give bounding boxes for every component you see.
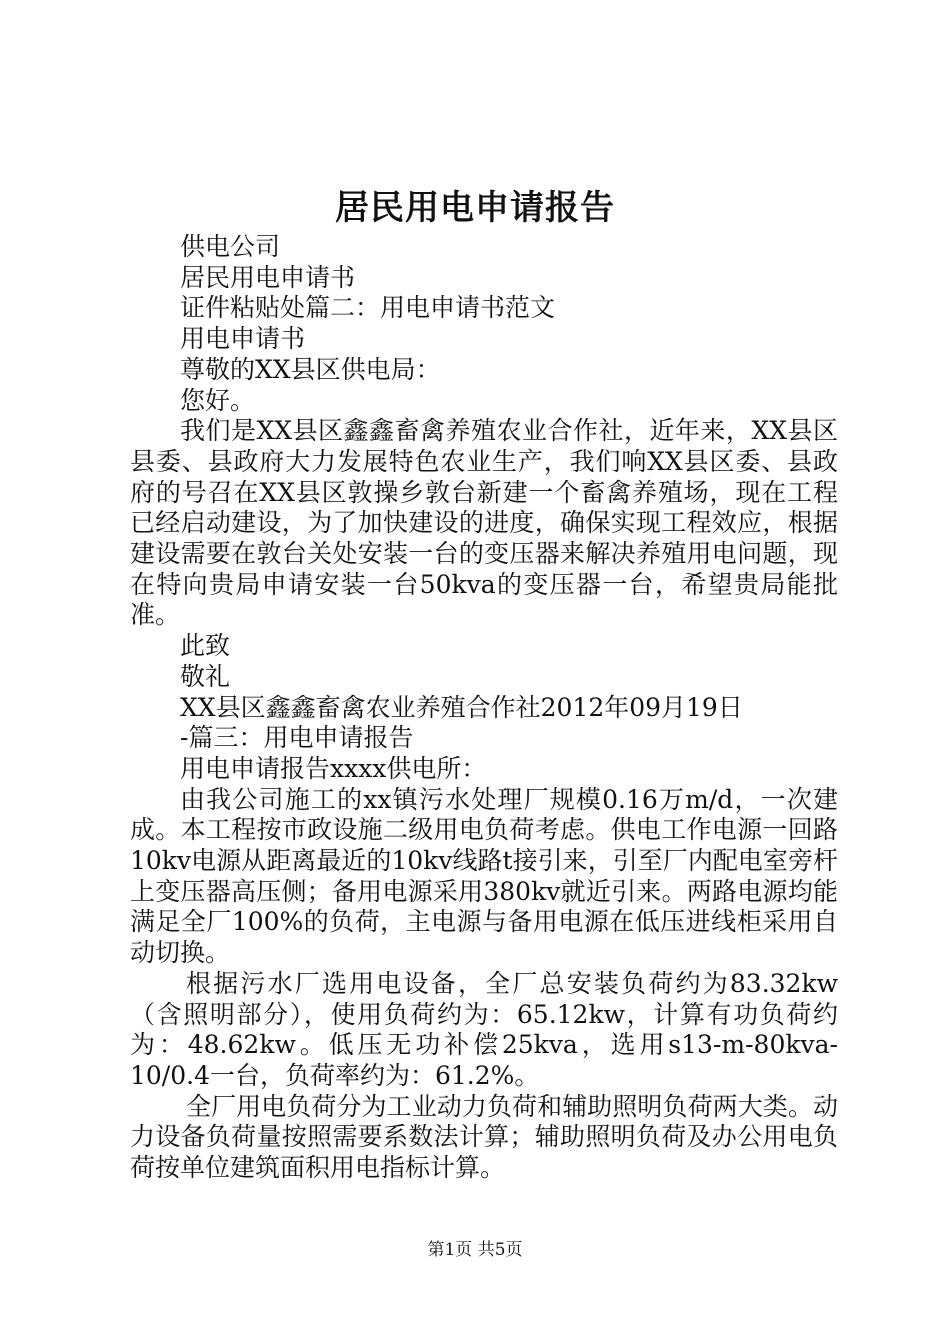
signature-line: XX县区鑫鑫畜禽农业养殖合作社2012年09月19日 xyxy=(180,692,743,722)
closing-line: 敬礼 xyxy=(180,661,231,691)
document-body xyxy=(130,232,838,1184)
paragraph-application: 我们是XX县区鑫鑫畜禽养殖农业合作社，近年来，XX县区县委、县政府大力发展特色农业生产，我们响XX县区委、县政府的号召在XX县区敦操乡敦台新建一个畜禽养殖场，现在工程已经启动建设，为了加快建设的进度，确保实现工程效应，根据建设需要在敦台关处安装一台的变压器来解决养殖用电问题，现在特向贵局申请安装一台50kva的变压器一台，希望贵局能批准。 xyxy=(130,416,838,630)
page-footer: 第1页 共5页 xyxy=(427,1240,523,1260)
text-line: 您好。 xyxy=(180,385,256,415)
paragraph-load-calculation: 根据污水厂选用电设备，全厂总安装负荷约为83.32kw（含照明部分），使用负荷约为：65.12kw，计算有功负荷约为：48.62kw。低压无功补偿25kva，选用s13-m-80kva-10/0.4一台，负荷率约为：61.2%。 xyxy=(130,968,838,1090)
text-line: 尊敬的XX县区供电局： xyxy=(180,354,441,384)
text-line: 居民用电申请书 xyxy=(180,262,356,292)
text-line: 用电申请书 xyxy=(180,324,306,354)
paragraph-load-classification: 全厂用电负荷分为工业动力负荷和辅助照明负荷两大类。动力设备负荷量按照需要系数法计算；辅助照明负荷及办公用电负荷按单位建筑面积用电指标计算。 xyxy=(130,1091,838,1183)
text-line: 证件粘贴处篇二：用电申请书范文 xyxy=(180,293,556,323)
closing-line: 此致 xyxy=(180,631,231,661)
document-title: 居民用电申请报告 xyxy=(335,188,615,228)
text-line: 供电公司 xyxy=(180,232,281,261)
paragraph-power-supply: 由我公司施工的xx镇污水处理厂规模0.16万m/d，一次建成。本工程按市政设施二级用电负荷考虑。供电工作电源一回路10kv电源从距离最近的10kv线路t接引来，引至厂内配电室旁杆上变压器高压侧；备用电源采用380kv就近引来。两路电源均能满足全厂100%的负荷，主电源与备用电源在低压进线柜采用自动切换。 xyxy=(130,784,838,968)
section-heading: -篇三：用电申请报告 xyxy=(180,723,414,753)
section-intro: 用电申请报告xxxx供电所： xyxy=(180,753,487,783)
